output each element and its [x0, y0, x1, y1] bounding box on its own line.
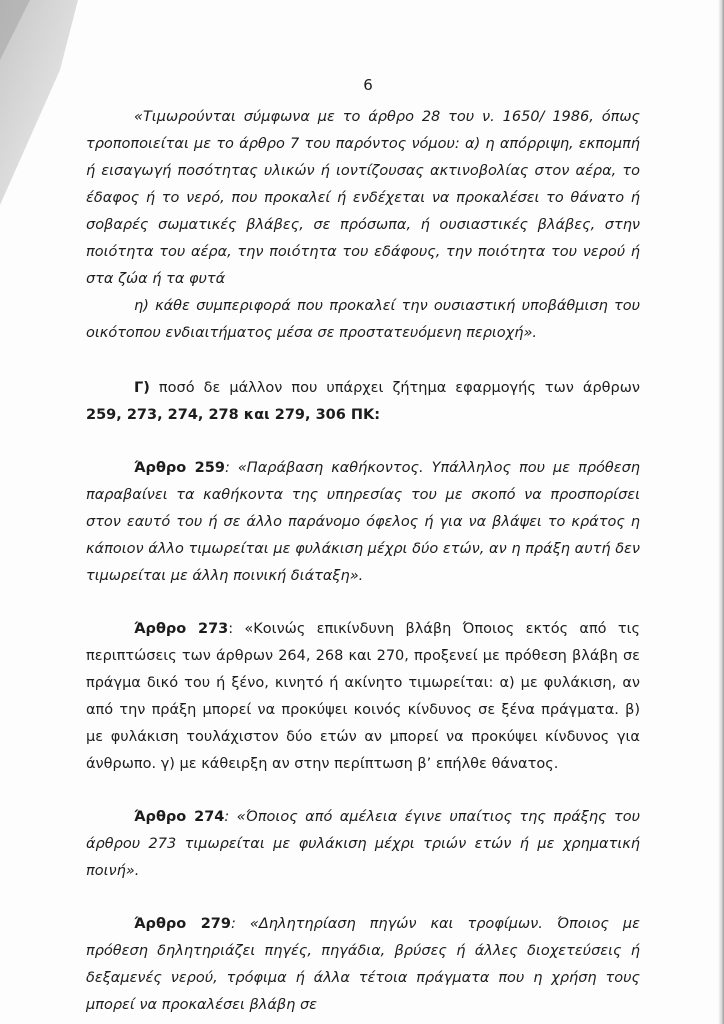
article-label: Άρθρο 274 [134, 809, 225, 825]
article-body: : «Παράβαση καθήκοντος. Υπάλληλος που με πρόθεση παραβαίνει τα καθήκοντα της υπηρεσίας του με σκοπό να προσπορίσει στον εαυτό του ή σε άλλο παράνομο όφελος ή για να βλάψει το κράτος η κάποιον άλλο τιμωρείται με φυλάκιση μέχρι δύο ετών, αν η πράξη αυτή δεν τιμωρείται με άλλη ποινική διάταξη». [86, 460, 640, 584]
article-label: Άρθρο 279 [134, 916, 231, 932]
quote-paragraph-eta: η) κάθε συμπεριφορά που προκαλεί την ουσιαστική υποβάθμιση του οικότοπου ενδιαιτήματος μέσα σε προστατευόμενη περιοχή». [86, 298, 640, 341]
section-text: ποσό δε μάλλον που υπάρχει ζήτημα εφαρμογής των άρθρων [149, 380, 640, 396]
section-gamma-paragraph [86, 375, 640, 429]
article-paragraph [86, 911, 640, 1019]
section-letter: Γ) [134, 380, 150, 396]
article-body: : «Κοινώς επικίνδυνη βλάβη Όποιος εκτός από τις περιπτώσεις των άρθρων 264, 268 και 270, προξενεί με πρόθεση βλάβη σε πράγμα δικό του ή ξένο, κινητό ή ακίνητο τιμωρείται: α) με φυλάκιση, αν από την πράξη μπορεί να προκύψει κοινός κίνδυνος σε ξένα πράγματα. β) με φυλάκιση τουλάχιστον δύο ετών αν μπορεί να προκύψει κίνδυνος για άνθρωπο. γ) με κάθειρξη αν στην περίπτωση β’ επήλθε θάνατος. [86, 621, 640, 772]
section-articles: 259, 273, 274, 278 και 279, 306 ΠΚ: [86, 407, 381, 423]
article-body: : «Όποιος από αμέλεια έγινε υπαίτιος της πράξης του άρθρου 273 τιμωρείται με φυλάκιση μέχρι τριών ετών ή με χρηματική ποινή». [86, 809, 640, 879]
article-body: : «Δηλητηρίαση πηγών και τροφίμων. Όποιος με πρόθεση δηλητηριάζει πηγές, πηγάδια, βρύσες ή άλλες διοχετεύσεις ή δεξαμενές νερού, τρόφιμα ή άλλα τέτοια πράγματα που η χρήση τους μπορεί να προκαλέσει βλάβη σε [86, 916, 640, 1013]
article-paragraph [86, 804, 640, 885]
scan-right-edge [718, 0, 724, 1024]
article-paragraph [86, 455, 640, 590]
article-paragraph [86, 616, 640, 778]
quote-paragraph: «Τιμωρούνται σύμφωνα με το άρθρο 28 του ν. 1650/ 1986, όπως τροποποιείται με το άρθρο 7 του παρόντος νόμου: α) η απόρριψη, εκπομπή ή εισαγωγή ποσότητας υλικών ή ιοντίζουσας ακτινοβολίας στον αέρα, το έδαφος ή το νερό, που προκαλεί ή ενδέχεται να προκαλέσει το θάνατο ή σοβαρές σωματικές βλάβες, σε πρόσωπα, ή ουσιαστικές βλάβες, στην ποιότητα του αέρα, την ποιότητα του εδάφους, την ποιότητα του νερού ή στα ζώα ή τα φυτά [86, 109, 640, 287]
article-label: Άρθρο 273 [134, 621, 229, 637]
article-label: Άρθρο 259 [134, 460, 225, 476]
document-body [86, 104, 640, 1019]
page-number: 6 [363, 76, 373, 94]
